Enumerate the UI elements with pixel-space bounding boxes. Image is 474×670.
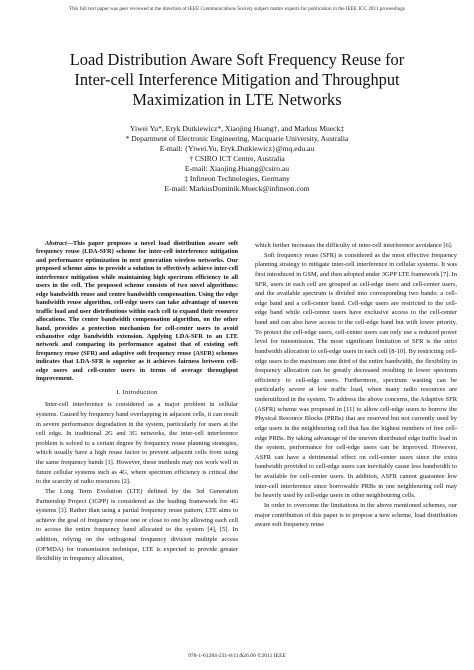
left-column <box>36 240 238 564</box>
email-line: E-mail: Xiaojing.Huang@csiro.au <box>184 164 290 173</box>
paper-title <box>20 50 454 110</box>
email-line: E-mail: MarkusDominik.Mueck@infineon.com <box>164 184 310 193</box>
body-paragraph: The Long Term Evolution (LTE) defined by the 3rd Generation Partnership Project (3GPP) is considered as the leading framework for 4G systems [3]. Rather than using a partial frequency reuse pattern, LTE aims to achieve the goal of frequency reuse one or close to one by allowing each cell to access the entire frequency band allocated to the system [4], [5]. In addition, relying on the orthogonal frequency division multiple access (OFMDA) for transmission technique, LTE is expected to provide greater flexibility in frequency allocation, <box>36 487 238 563</box>
body-paragraph: which further increases the difficulty of inter-cell interference avoidance [6]. <box>255 242 453 249</box>
author-block <box>0 124 474 194</box>
body-paragraph: Inter-cell interference is considered as a major problem in cellular systems. Caused by frequency band overlapping in adjacent cells, it can result in severe performance degradation in the system, particularly for users at the cell edge. In traditional 2G and 3G networks, the inter-cell interference problem is solved to a certain degree by frequency reuse planning strategies, which usually have a high reuse factor to prevent adjacent cells from using the same frequency bands [1]. However, these methods may not work well in future cellular systems such as 4G, where spectrum efficiency is critical due to the scarcity of radio resources [2]. <box>36 401 238 486</box>
abstract-text: —This paper proposes a novel load distribution aware soft frequency reuse (LDA-SFR) scheme for inter-cell interference mitigation and performance optimization in next generation wireless networks. Our proposed scheme aims to provide a solution to effectively achieve inter-cell interference mitigation while maintaining high spectrum efficiency to all users in the cell. The proposed scheme consists of two novel algorithms: edge bandwidth reuse and centre bandwidth compensation. Using the edge bandwidth reuse algorithm, cell-edge users can take advantage of uneven traffic load and user distributions within each cell to expand their resource allocations. The center bandwidth compensation algorithm, on the other hand, provides a protection mechanism for cell-center users to avoid exhaustive edge bandwidth extension. Applying LDA-SFR to an LTE network and comparing its performance against that of existing soft frequency reuse (SFR) and adaptive soft frequency reuse (ASFR) schemes indicates that LDA-SFR is superior as it achieves fairness between cell-edge users and cell-center users in terms of average throughput improvement. <box>36 240 238 383</box>
affiliation-line: † CSIRO ICT Centre, Australia <box>189 154 285 163</box>
section-heading: I. Introduction <box>116 388 158 396</box>
body-paragraph: In order to overcome the limitations in the above mentioned schemes, our major contribution of this paper is to propose a new scheme, load distribution aware soft frequency reuse <box>255 501 457 529</box>
abstract <box>36 240 238 384</box>
copyright-footer: 978-1-61284-231-8/11/$26.00 ©2011 IEEE <box>188 653 286 659</box>
abstract-label: Abstract <box>45 240 67 247</box>
title-line: Inter-cell Interference Mitigation and Throughput <box>74 70 400 89</box>
title-line: Load Distribution Aware Soft Frequency Reuse for <box>69 50 405 69</box>
right-column <box>255 241 457 530</box>
body-paragraph: Soft frequency reuse (SFR) is considered as the most effective frequency planning strategy to mitigate inter-cell interference in cellular systems. It was first introduced in GSM, and then adopted under 3GPP LTE framework [7]. In SFR, users in each cell are grouped as cell-edge users and cell-center users, and the available spectrum is divided into corresponding two bands: a cell-edge band and a cell-center band. Cell-edge users are restricted to the cell-edge band while cell-center users have exclusive access to the cell-center band and can also have access to the cell-edge band but with lower priority. To protect the cell-edge users, cell-center users can only use a reduced power level for transmission. The most significant limitation of SFR is the strict bandwidth allocation to cell-edge users in each cell [8-10]. By restricting cell-edge users to the maximum one third of the entire bandwidth, the flexibility in frequency allocation can be greatly decreased resulting in lower spectrum efficiency to cell-edge users. Furthermore, spectrum wasting can be particularly severe at low traffic load, when many radio resources are underutilized in the system. To address the above concerns, the Adaptive SFR (ASFR) scheme was proposed in [11] to allow cell-edge users to borrow the Physical Resource Blocks (PRBs) that are reserved but not currently used by edge users in the neighbouring cell that has the highest numbers of free cell-edge PRBs. By taking advantage of the uneven distributed edge traffic load in the system, performance for cell-edge users can be improved. However, ASFR can have a detrimental effect on cell-center users since the extra bandwidth provided to cell-edge users can inevitably cause less bandwidth to be available for cell-center users. In addition, ASFR cannot guarantee low inter-cell interference since borrowable PRBs in one neighbouring cell may be heavily used by cell-edge users in other neighbouring cells. <box>255 251 457 500</box>
author-names: Yiwei Yu*, Eryk Dutkiewicz*, Xiaojing Huang†, and Markus Mueck‡ <box>129 124 345 133</box>
affiliation-line: * Department of Electronic Engineering, Macquarie University, Australia <box>125 134 349 143</box>
affiliation-line: ‡ Infineon Technologies, Germany <box>184 174 290 183</box>
email-line: E-mail: {Yiwei.Yu, Eryk.Dutkiewicz}@mq.edu.au <box>159 144 315 153</box>
peer-review-note: This full text paper was peer reviewed at the direction of IEEE Communications Society subject matter experts for publication in the IEEE ICC 2011 proceedings <box>69 6 405 12</box>
title-line: Maximization in LTE Networks <box>132 90 342 109</box>
